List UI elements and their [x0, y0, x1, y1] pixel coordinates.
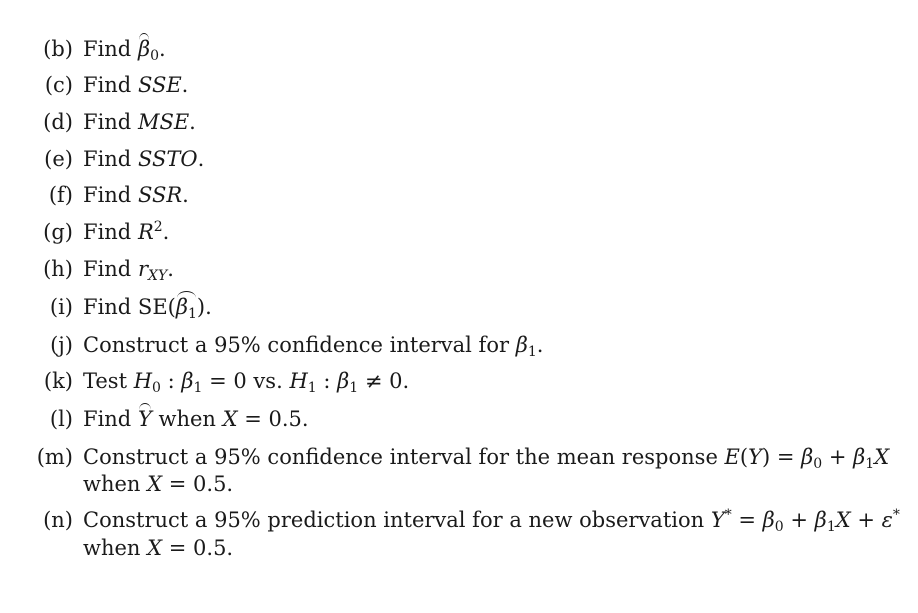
subscript: 0 — [813, 456, 823, 472]
item-label: (g) — [43, 220, 73, 244]
item-text — [83, 146, 863, 173]
text-run: Test — [83, 369, 134, 393]
item-label: (i) — [49, 295, 73, 319]
item-text — [83, 109, 863, 136]
item-label: (b) — [43, 37, 73, 61]
item-text — [83, 219, 863, 246]
text-run: . — [181, 73, 189, 97]
item-label: (d) — [43, 110, 73, 134]
text-run: . — [162, 220, 170, 244]
item-text — [83, 72, 863, 99]
math-var: β — [814, 508, 827, 532]
text-run: : — [160, 369, 182, 393]
item-continuation — [83, 535, 233, 562]
item-text — [83, 182, 863, 209]
math-var: β — [337, 369, 350, 393]
subscript: XY — [147, 268, 168, 284]
math-var: β — [801, 445, 814, 469]
math-var: X — [147, 536, 163, 560]
item-text — [83, 256, 863, 283]
math-var: Y — [710, 508, 725, 532]
superscript: * — [724, 507, 732, 523]
text-run: ≠ 0. — [358, 369, 410, 393]
item-text — [83, 444, 890, 472]
item-label: (l) — [49, 407, 73, 431]
text-run: ) = — [761, 445, 802, 469]
text-run: . — [159, 37, 166, 61]
subscript: 1 — [865, 456, 875, 472]
text-run: Find — [83, 257, 138, 281]
item-text — [83, 368, 863, 395]
item-label: (f) — [48, 183, 73, 207]
text-run: Find — [83, 73, 138, 97]
math-var: SSTO — [137, 147, 198, 171]
math-var: MSE — [137, 110, 190, 134]
text-run: when — [151, 407, 223, 431]
text-run: : — [316, 369, 338, 393]
text-run: Find — [83, 183, 138, 207]
math-var: β — [762, 508, 775, 532]
item-text — [83, 406, 863, 433]
item-label: (h) — [43, 257, 73, 281]
hat-symbol — [176, 294, 197, 321]
math-var: β — [175, 295, 188, 319]
text-run: . — [536, 333, 544, 357]
item-label: (c) — [44, 73, 73, 97]
subscript: 0 — [152, 380, 161, 396]
math-var: SSR — [137, 183, 183, 207]
item-continuation — [83, 471, 233, 498]
text-run: Find — [83, 37, 138, 61]
text-run: = 0 vs. — [202, 369, 290, 393]
text-run: + — [783, 508, 815, 532]
text-run: . — [167, 257, 174, 281]
text-run: Construct a 95% prediction interval for a new observation — [83, 508, 711, 532]
text-run: . — [197, 147, 205, 171]
subscript: 1 — [527, 344, 537, 360]
subscript: 1 — [349, 380, 359, 396]
subscript: 0 — [150, 48, 159, 64]
math-var: β — [853, 445, 866, 469]
text-run: = 0.5. — [237, 407, 309, 431]
item-text — [83, 294, 863, 321]
text-run: = 0.5. — [162, 536, 234, 560]
text-run: . — [182, 183, 189, 207]
subscript: 1 — [193, 380, 203, 396]
text-run: when — [83, 536, 148, 560]
math-var: E — [724, 445, 740, 469]
subscript: 1 — [187, 306, 197, 322]
superscript: * — [892, 507, 900, 523]
math-var: β — [515, 333, 528, 357]
math-var: X — [835, 508, 851, 532]
text-run: Find SE( — [83, 295, 176, 319]
text-run: + — [850, 508, 882, 532]
subscript: 0 — [774, 519, 784, 535]
hat-symbol — [138, 36, 150, 63]
math-var: SSE — [137, 73, 182, 97]
item-label: (j) — [50, 333, 73, 357]
text-run: Find — [83, 110, 138, 134]
text-run: = 0.5. — [162, 472, 234, 496]
math-var: R — [137, 220, 154, 244]
item-label: (e) — [44, 147, 73, 171]
item-text — [83, 36, 863, 63]
item-label: (m) — [36, 445, 73, 469]
item-text — [83, 332, 863, 359]
item-label: (k) — [43, 369, 73, 393]
math-var: X — [874, 445, 890, 469]
math-var: Y — [748, 445, 762, 469]
text-run: Construct a 95% confidence interval for — [83, 333, 516, 357]
superscript: 2 — [153, 219, 163, 235]
math-var: β — [137, 37, 151, 61]
math-var: H — [133, 369, 153, 393]
text-run: Find — [83, 220, 138, 244]
text-run: ). — [196, 295, 212, 319]
text-run: Construct a 95% confidence interval for the mean response — [83, 445, 725, 469]
math-var: X — [222, 407, 238, 431]
math-var: ε — [881, 508, 893, 532]
math-var: Y — [137, 407, 152, 431]
math-var: H — [289, 369, 308, 393]
subscript: 1 — [826, 519, 836, 535]
text-run: Find — [83, 407, 138, 431]
item-label: (n) — [43, 508, 73, 532]
hat-symbol — [138, 406, 152, 433]
subscript: 1 — [307, 380, 317, 396]
text-run: . — [189, 110, 196, 134]
text-run: = — [731, 508, 763, 532]
text-run: ( — [739, 445, 749, 469]
math-var: β — [181, 369, 194, 393]
math-var: X — [147, 472, 163, 496]
math-var: r — [137, 257, 148, 281]
text-run: Find — [83, 147, 138, 171]
text-run: when — [83, 472, 148, 496]
text-run: + — [822, 445, 854, 469]
item-text — [83, 507, 900, 535]
